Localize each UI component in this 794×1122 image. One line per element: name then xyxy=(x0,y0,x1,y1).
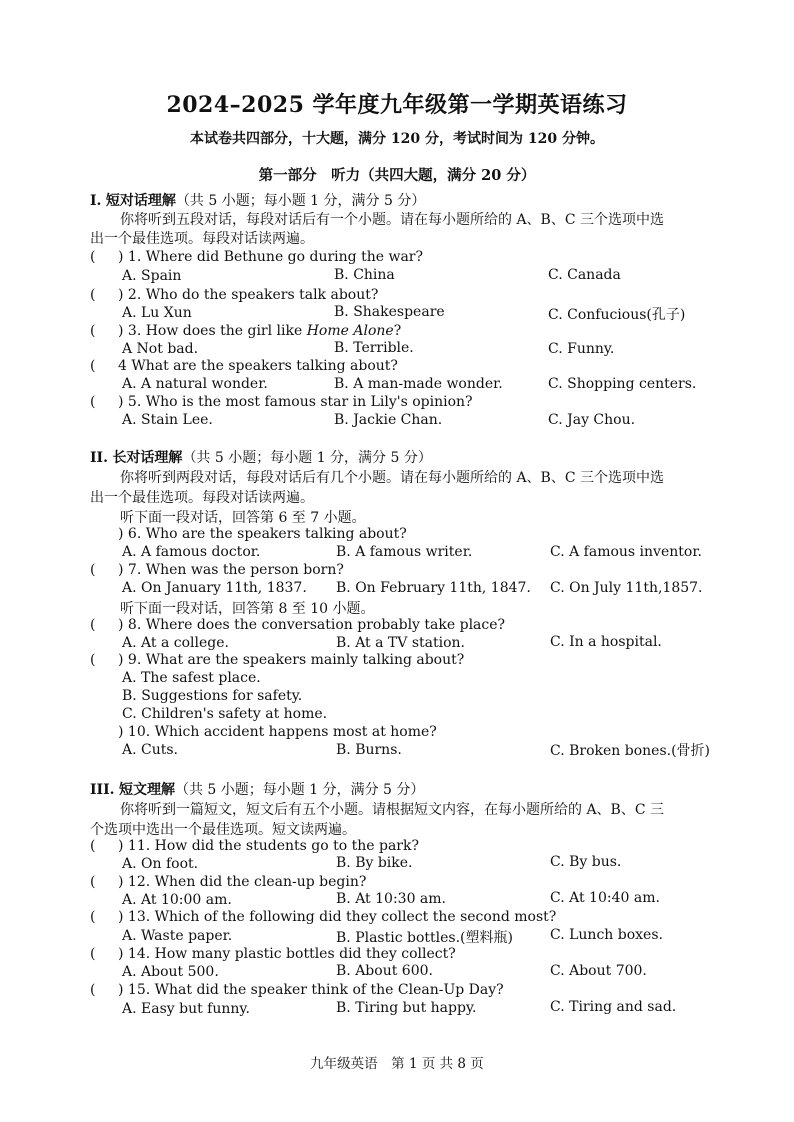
question-15-option-c: C. Tiring and sad. xyxy=(550,999,677,1015)
question-12-text: ) 12. When did the clean-up begin? xyxy=(118,874,367,890)
question-8-option-c: C. In a hospital. xyxy=(550,634,662,650)
question-3-option-c: C. Funny. xyxy=(548,341,615,357)
question-6-option-c: C. A famous inventor. xyxy=(550,544,702,560)
question-1-option-c: C. Canada xyxy=(548,267,621,283)
question-15-option-b: B. Tiring but happy. xyxy=(336,1000,477,1016)
section-1-intro-line2: 出一个最佳选项。每段对话读两遍。 xyxy=(90,231,314,247)
section-3-number: III. xyxy=(90,782,115,798)
question-2-option-a: A. Lu Xun xyxy=(122,305,192,321)
section-2-number: II. xyxy=(90,450,108,466)
question-3-option-a: A Not bad. xyxy=(122,341,199,357)
question-8: ( ) 8. Where does the conversation probably take place? xyxy=(90,617,506,633)
question-8-text: ) 8. Where does the conversation probably take place? xyxy=(118,617,506,633)
question-7-text: ) 7. When was the person born? xyxy=(118,562,344,578)
question-13: ( ) 13. Which of the following did they collect the second most? xyxy=(90,909,557,925)
question-15-text: ) 15. What did the speaker think of the Clean-Up Day? xyxy=(118,982,504,998)
question-9-text: ) 9. What are the speakers mainly talking about? xyxy=(118,652,465,668)
exam-info: 本试卷共四部分，十大题，满分 120 分，考试时间为 120 分钟。 xyxy=(190,131,604,147)
question-5-option-a: A. Stain Lee. xyxy=(122,412,213,428)
question-13-option-c: C. Lunch boxes. xyxy=(550,927,663,943)
question-11-option-c: C. By bus. xyxy=(550,854,622,870)
question-1-text: ) 1. Where did Bethune go during the war? xyxy=(118,249,423,265)
question-5: ( ) 5. Who is the most famous star in Lily's opinion? xyxy=(90,394,473,410)
question-3-option-b: B. Terrible. xyxy=(334,340,414,356)
section-1-info: （共 5 小题；每小题 1 分，满分 5 分） xyxy=(175,193,426,209)
question-1: ( ) 1. Where did Bethune go during the war? xyxy=(90,249,423,265)
section-3-intro-line1: 你将听到一篇短文，短文后有五个小题。请根据短文内容，在每小题所给的 A、B、C 三 xyxy=(120,802,665,818)
question-12-option-a: A. At 10:00 am. xyxy=(122,892,232,908)
question-10-option-a: A. Cuts. xyxy=(122,742,178,758)
question-14-option-a: A. About 500. xyxy=(122,964,219,980)
question-12-option-b: B. At 10:30 am. xyxy=(336,891,446,907)
section-1-name: 短对话理解 xyxy=(105,193,176,209)
question-1-option-b: B. China xyxy=(334,267,395,283)
question-14-option-c: C. About 700. xyxy=(550,963,647,979)
question-11-option-a: A. On foot. xyxy=(122,856,199,872)
question-5-option-c: C. Jay Chou. xyxy=(548,412,636,428)
question-9: ( ) 9. What are the speakers mainly talking about? xyxy=(90,652,465,668)
question-4-option-b: B. A man-made wonder. xyxy=(334,376,503,392)
question-10 xyxy=(90,724,437,740)
question-13-option-b: B. Plastic bottles.(塑料瓶) xyxy=(336,930,513,946)
question-15-option-a: A. Easy but funny. xyxy=(122,1001,250,1017)
page-title: 2024–2025 学年度九年级第一学期英语练习 xyxy=(166,92,628,118)
question-13-option-a: A. Waste paper. xyxy=(122,928,233,944)
question-5-option-b: B. Jackie Chan. xyxy=(334,412,443,428)
question-7: ( ) 7. When was the person born? xyxy=(90,562,344,578)
question-10-option-b: B. Burns. xyxy=(336,742,402,758)
section-1-intro-line1: 你将听到五段对话，每段对话后有一个小题。请在每小题所给的 A、B、C 三个选项中选 xyxy=(120,212,665,228)
question-2-text: ) 2. Who do the speakers talk about? xyxy=(118,287,379,303)
question-14-option-b: B. About 600. xyxy=(336,963,433,979)
question-2: ( ) 2. Who do the speakers talk about? xyxy=(90,287,379,303)
question-8-option-a: A. At a college. xyxy=(122,635,229,651)
question-6 xyxy=(90,526,407,542)
question-6-text: ) 6. Who are the speakers talking about? xyxy=(118,526,407,542)
question-3-text: ) 3. How does the girl like Home Alone? xyxy=(118,323,402,339)
section-2-intro-line1: 你将听到两段对话，每段对话后有几个小题。请在每小题所给的 A、B、C 三个选项中选 xyxy=(120,470,665,486)
movie-title: Home Alone xyxy=(306,323,394,339)
question-2-option-c: C. Confucious(孔子) xyxy=(548,307,686,323)
question-4: ( 4 What are the speakers talking about? xyxy=(90,358,398,374)
question-12-option-c: C. At 10:40 am. xyxy=(550,890,660,906)
question-10-option-c: C. Broken bones.(骨折) xyxy=(550,743,711,759)
section-2-name: 长对话理解 xyxy=(112,450,183,466)
question-10-text: ) 10. Which accident happens most at home? xyxy=(118,724,437,740)
question-2-option-b: B. Shakespeare xyxy=(334,304,445,320)
question-13-text: ) 13. Which of the following did they collect the second most? xyxy=(118,909,557,925)
question-6-option-b: B. A famous writer. xyxy=(336,544,473,560)
question-6-option-a: A. A famous doctor. xyxy=(122,544,261,560)
question-8-option-b: B. At a TV station. xyxy=(336,635,465,651)
question-4-option-c: C. Shopping centers. xyxy=(548,376,697,392)
section-3-name: 短文理解 xyxy=(118,782,175,798)
question-7-option-b: B. On February 11th, 1847. xyxy=(336,580,531,596)
question-14: ( ) 14. How many plastic bottles did they collect? xyxy=(90,946,456,962)
part1-title: 第一部分 听力（共四大题，满分 20 分） xyxy=(258,167,536,184)
question-12: ( ) 12. When did the clean-up begin? xyxy=(90,874,367,890)
question-14-text: ) 14. How many plastic bottles did they collect? xyxy=(118,946,456,962)
question-15: ( ) 15. What did the speaker think of the Clean-Up Day? xyxy=(90,982,504,998)
section-2-header xyxy=(90,447,432,467)
question-7-option-c: C. On July 11th,1857. xyxy=(550,580,703,596)
question-9-option-b: B. Suggestions for safety. xyxy=(122,688,303,704)
question-9-option-a: A. The safest place. xyxy=(122,670,261,686)
section-2-lead-1: 听下面一段对话，回答第 6 至 7 小题。 xyxy=(120,510,366,526)
question-5-text: ) 5. Who is the most famous star in Lily's opinion? xyxy=(118,394,473,410)
question-1-option-a: A. Spain xyxy=(122,268,182,284)
section-3-header xyxy=(90,779,424,799)
question-7-option-a: A. On January 11th, 1837. xyxy=(122,580,307,596)
question-3: ( ) 3. How does the girl like Home Alone? xyxy=(90,323,402,339)
section-3-info: （共 5 小题；每小题 1 分，满分 5 分） xyxy=(174,782,425,798)
question-4-option-a: A. A natural wonder. xyxy=(122,376,268,392)
section-3-intro-line2: 个选项中选出一个最佳选项。短文读两遍。 xyxy=(90,822,356,838)
section-2-lead-2: 听下面一段对话，回答第 8 至 10 小题。 xyxy=(120,601,375,617)
section-1-header xyxy=(90,190,425,210)
question-4-text: 4 What are the speakers talking about? xyxy=(118,358,398,374)
page-footer: 九年级英语 第 1 页 共 8 页 xyxy=(310,1056,484,1072)
question-11-option-b: B. By bike. xyxy=(336,855,413,871)
question-11: ( ) 11. How did the students go to the park? xyxy=(90,838,419,854)
section-2-info: （共 5 小题；每小题 1 分，满分 5 分） xyxy=(182,450,432,466)
section-1-number: I. xyxy=(90,193,102,209)
question-11-text: ) 11. How did the students go to the park? xyxy=(118,838,419,854)
question-9-option-c: C. Children's safety at home. xyxy=(122,706,328,722)
section-2-intro-line2: 出一个最佳选项。每段对话读两遍。 xyxy=(90,490,314,506)
